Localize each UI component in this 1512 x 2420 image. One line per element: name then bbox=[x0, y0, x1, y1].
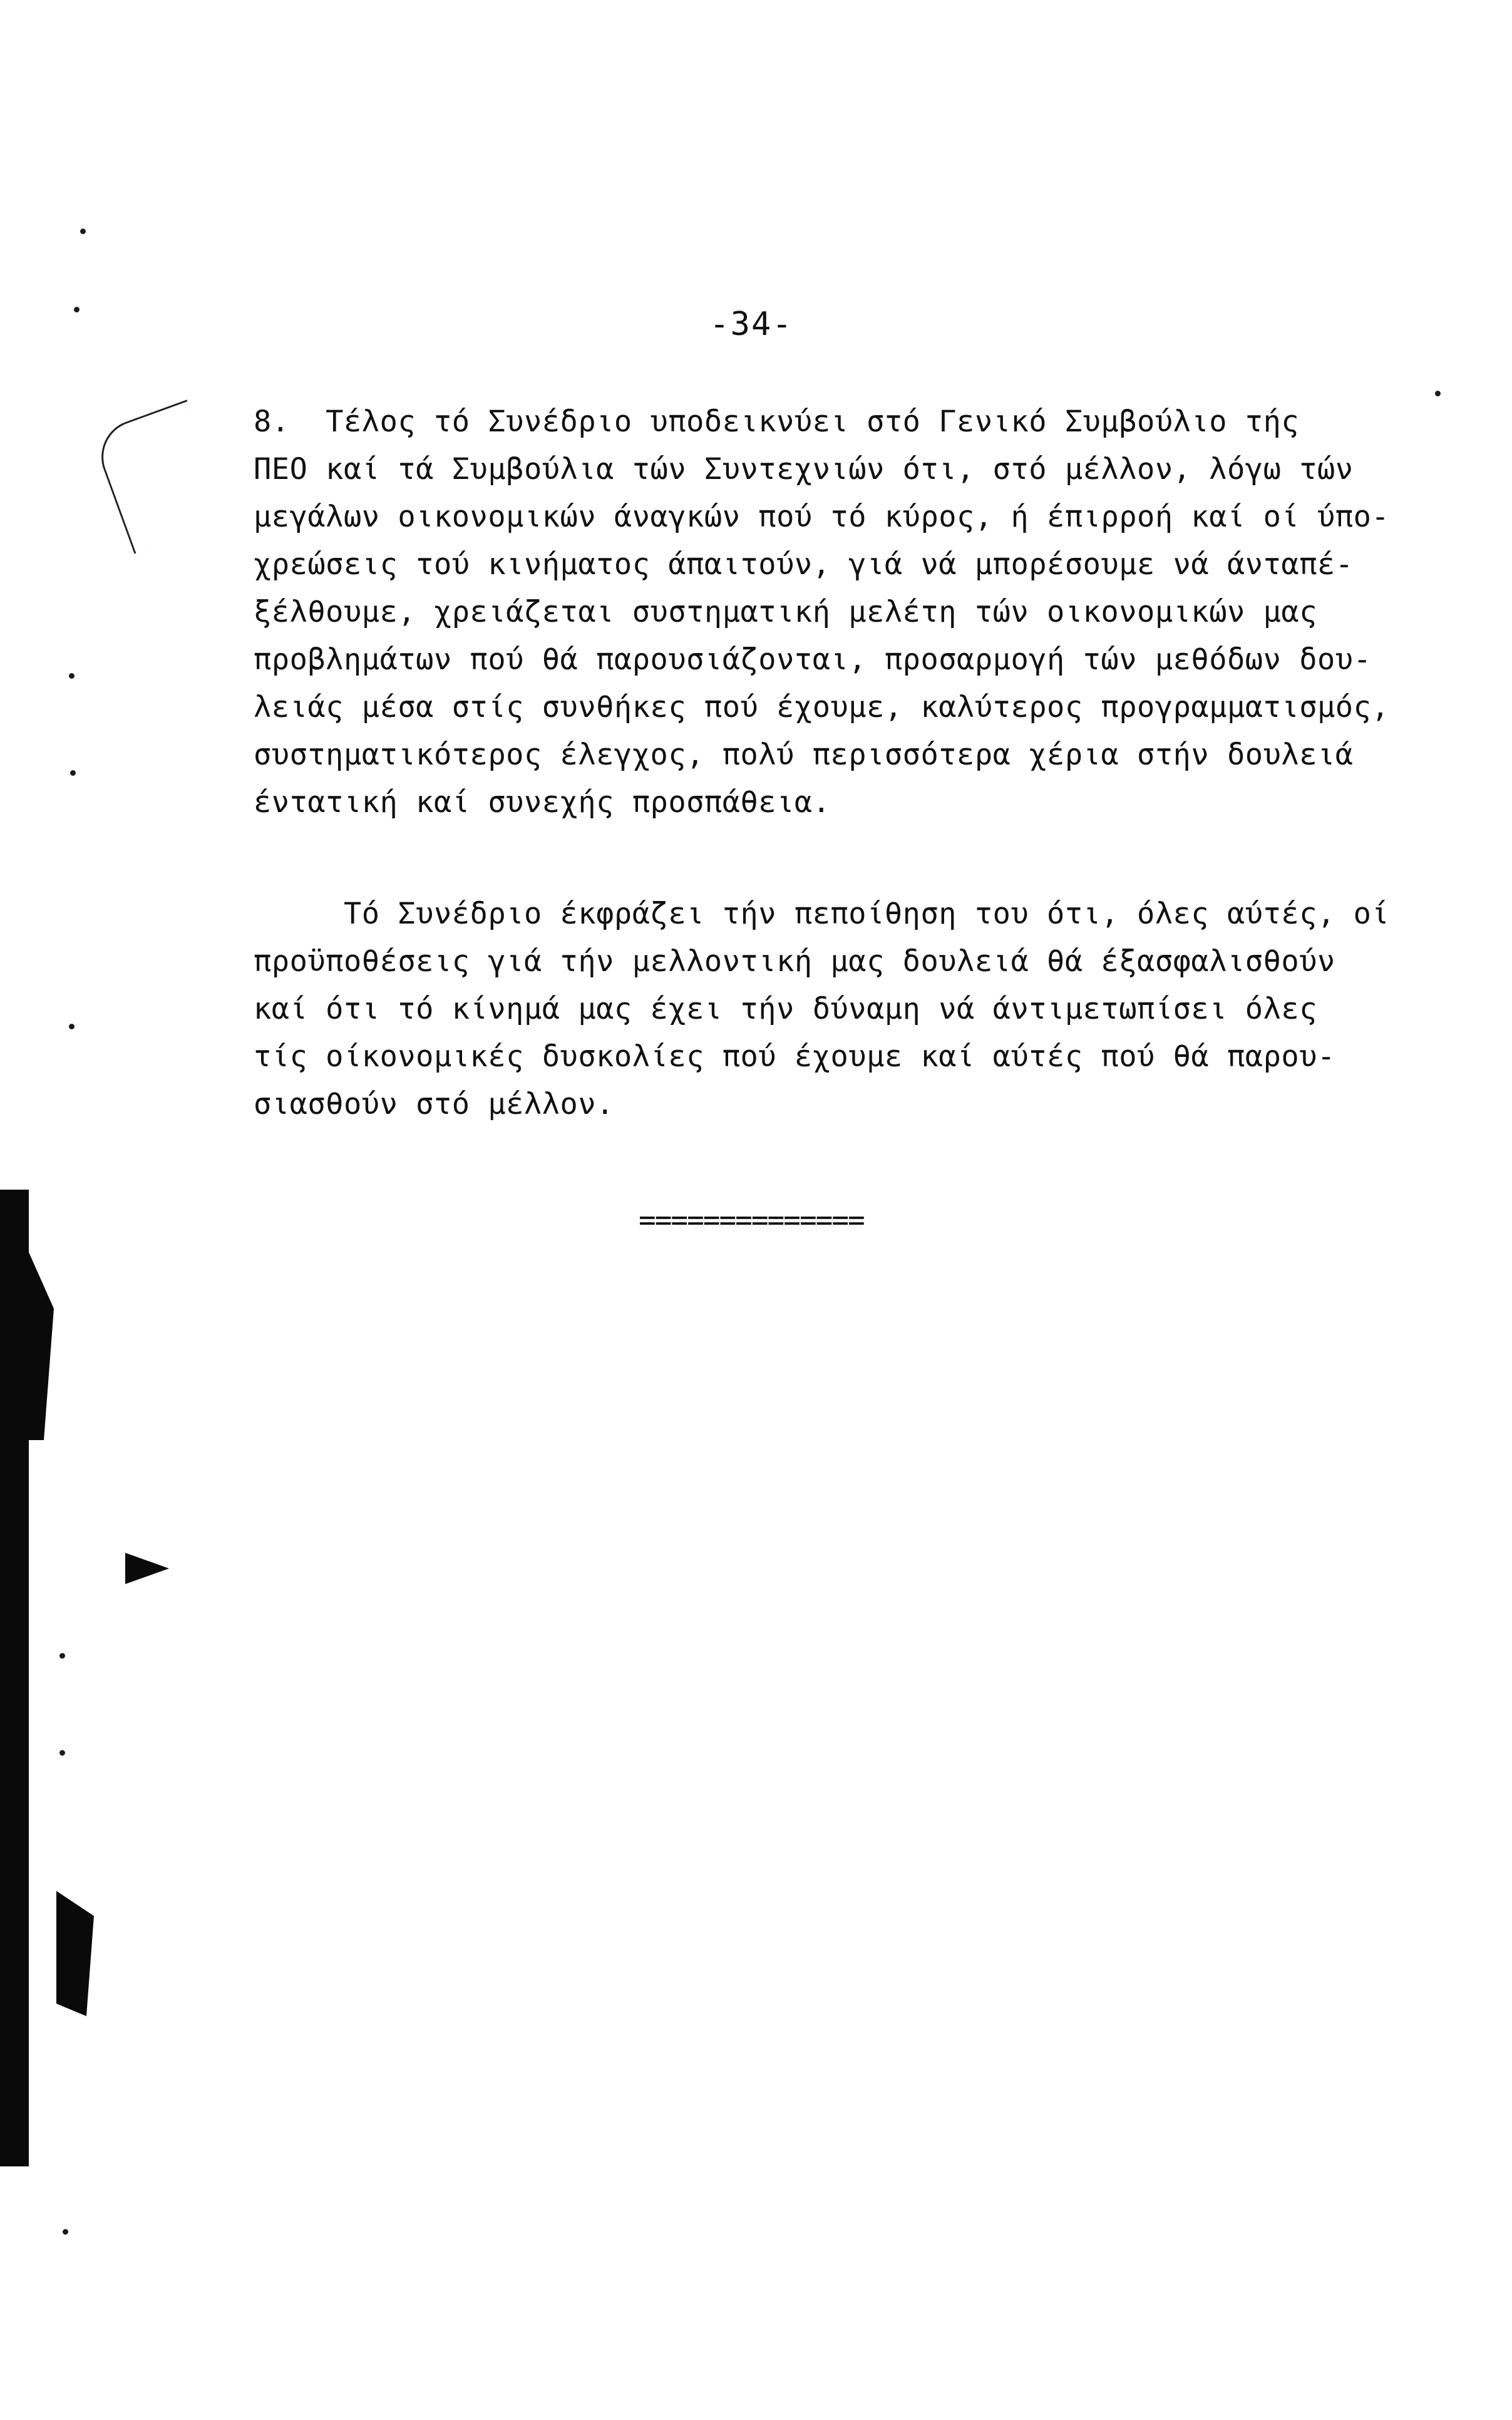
scan-speck bbox=[69, 1024, 75, 1029]
text-line: τίς οίκονομικές δυσκολίες πού έχουμε καί αύτές πού θά παρου- bbox=[254, 1039, 1335, 1074]
scan-speck bbox=[69, 673, 75, 679]
scan-speck bbox=[80, 229, 86, 234]
margin-scribble bbox=[91, 399, 230, 554]
text-line: μεγάλων οικονομικών άναγκών πού τό κύρος, ή έπιρροή καί οί ύπο- bbox=[254, 500, 1390, 534]
text-line: λειάς μέσα στίς συνθήκες πού έχουμε, καλύτερος προγραμματισμός, bbox=[254, 690, 1390, 724]
text-line: έντατική καί συνεχής προσπάθεια. bbox=[254, 785, 831, 820]
text-line: συστηματικότερος έλεγχος, πολύ περισσότερα χέρια στήν δουλειά bbox=[254, 738, 1354, 772]
scan-speck bbox=[63, 2229, 68, 2235]
text-line: χρεώσεις τού κινήματος άπαιτούν, γιά νά μπορέσουμε νά άνταπέ- bbox=[254, 547, 1354, 582]
scan-speck bbox=[59, 1750, 65, 1756]
scan-speck bbox=[59, 1653, 65, 1659]
text-line: προϋποθέσεις γιά τήν μελλοντική μας δουλειά θά έξασφαλισθούν bbox=[254, 944, 1335, 979]
scan-speck bbox=[1435, 391, 1441, 396]
paragraph-conclusion bbox=[254, 890, 1474, 1128]
paragraph-resolution-8 bbox=[254, 398, 1474, 826]
text-line: ΠΕΟ καί τά Συμβούλια τών Συντεχνιών ότι, στό μέλλον, λόγω τών bbox=[254, 452, 1354, 487]
text-line: προβλημάτων πού θά παρουσιάζονται, προσαρμογή τών μεθόδων δου- bbox=[254, 642, 1372, 677]
section-divider: ============== bbox=[639, 1203, 864, 1237]
scan-artifact bbox=[125, 1553, 169, 1584]
scan-shadow-edge bbox=[0, 1190, 29, 2166]
scan-speck bbox=[70, 770, 76, 776]
page-number: -34- bbox=[709, 306, 793, 343]
text-line: καί ότι τό κίνημά μας έχει τήν δύναμη νά άντιμετωπίσει όλες bbox=[254, 992, 1317, 1026]
text-line: 8. Τέλος τό Συνέδριο υποδεικνύει στό Γενικό Συμβούλιο τής bbox=[254, 404, 1300, 439]
scan-speck bbox=[74, 307, 80, 312]
scan-artifact bbox=[29, 1252, 54, 1440]
text-line: ξέλθουμε, χρειάζεται συστηματική μελέτη τών οικονομικών μας bbox=[254, 595, 1317, 629]
text-line: Τό Συνέδριο έκφράζει τήν πεποίθηση του ότι, όλες αύτές, οί bbox=[254, 897, 1390, 931]
text-line: σιασθούν στό μέλλον. bbox=[254, 1087, 614, 1121]
scan-artifact bbox=[56, 1891, 94, 2016]
